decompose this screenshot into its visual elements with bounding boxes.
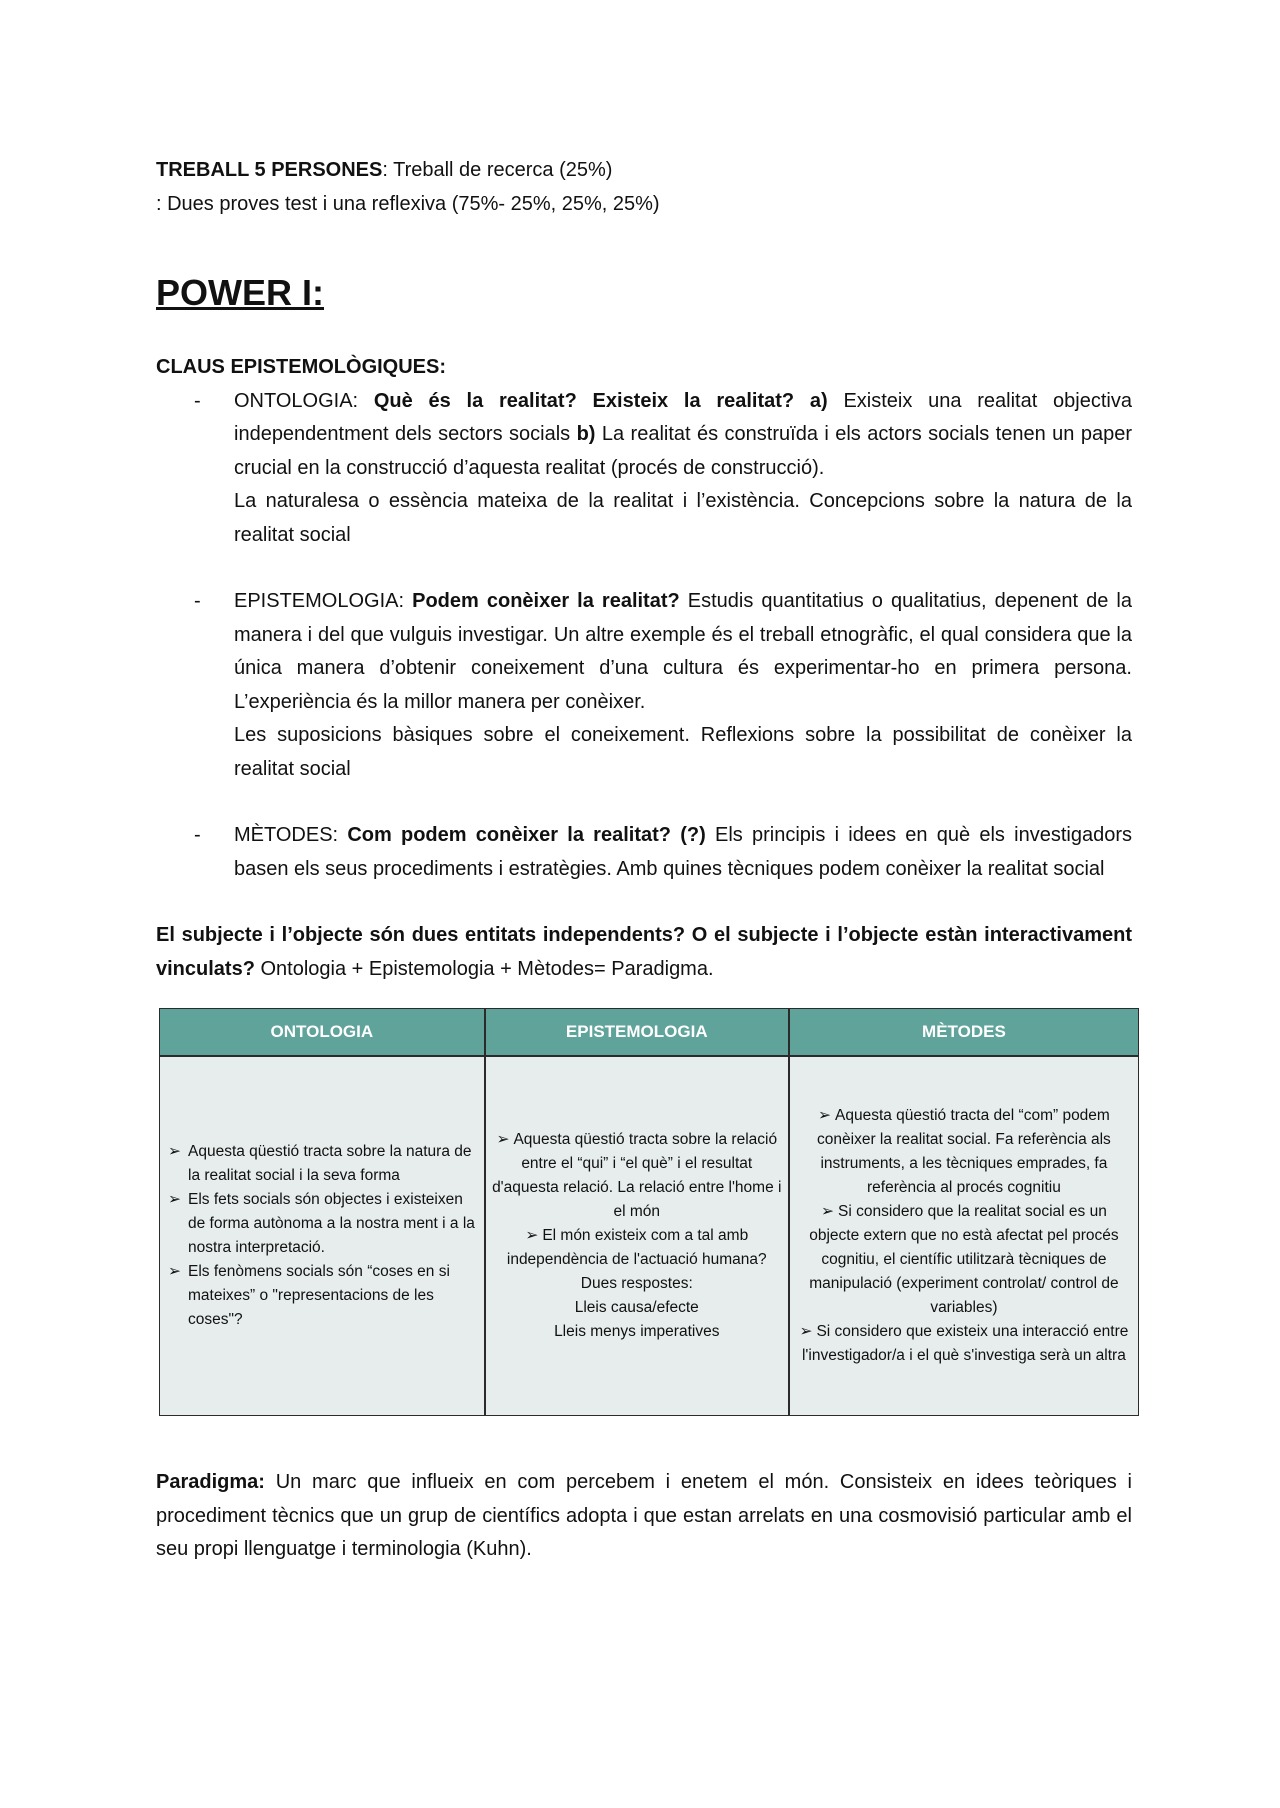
item-text: Estudis quantitatius o qualitatius, depenent de la manera i del que vulguis investigar. Un altre exemple és el treball etnogràfic, el qual considera que la única manera d’obtenir coneixement d’una cultura és experimentar-ho en primera persona. L’experiència és la millor manera per conèixer.: [234, 590, 1132, 713]
list-item-epistemologia: [156, 585, 1132, 786]
list-item: ➢ Aquesta qüestió tracta del “com” podem conèixer la realitat social. Fa referència als instruments, a les tècniques emprades, fa referència al procés cognitiu: [817, 1107, 1111, 1196]
list-item-ontologia: [156, 385, 1132, 553]
arrow-bullet-icon: ➢: [168, 1191, 181, 1208]
section-heading: POWER I:: [156, 272, 324, 313]
item-label: EPISTEMOLOGIA:: [234, 590, 413, 612]
item-extra: Les suposicions bàsiques sobre el coneixement. Reflexions sobre la possibilitat de conèixer la realitat social: [234, 724, 1132, 780]
list-item: ➢ Aquesta qüestió tracta sobre la natura de la realitat social i la seva forma: [166, 1140, 478, 1188]
claus-table: [159, 1008, 1139, 1416]
answer-line: Lleis menys imperatives: [554, 1323, 720, 1340]
document-content: [156, 154, 1132, 1567]
item-text: Els principis i idees en què els investigadors basen els seus procediments i estratègies. Amb quines tècniques podem conèixer la realitat social: [234, 824, 1133, 880]
paradigm-paragraph: [156, 1466, 1132, 1567]
item-text: Existeix una realitat objectiva independentment dels sectors socials: [234, 389, 1132, 445]
item-label: ONTOLOGIA:: [234, 389, 374, 412]
question-rest: Ontologia + Epistemologia + Mètodes= Paradigma.: [254, 957, 714, 980]
list-item: ➢ Si considero que la realitat social es un objecte extern que no està afectat pel procés cognitiu, el científic utilitzarà tècniques de manipulació (experiment controlat/ control de variables): [809, 1203, 1119, 1316]
subheading: CLAUS EPISTEMOLÒGIQUES:: [156, 356, 447, 378]
table-header-epistemologia: EPISTEMOLOGIA: [485, 1009, 789, 1056]
question-paragraph: [156, 919, 1132, 986]
table-header-ontologia: ONTOLOGIA: [160, 1009, 485, 1056]
grading-line-2: : Dues proves test i una reflexiva (75%- 25%, 25%, 25%): [156, 192, 660, 215]
arrow-bullet-icon: ➢: [799, 1323, 813, 1340]
question-bold: El subjecte i l’objecte són dues entitats independents? O el subjecte i l’objecte estàn interactivament vinculats?: [156, 924, 1132, 980]
list-item: ➢ El món existeix com a tal amb independència de l'actuació humana? Dues respostes:: [506, 1227, 767, 1292]
grading-text: : Treball de recerca (25%): [382, 159, 613, 181]
arrow-bullet-icon: ➢: [168, 1263, 181, 1280]
grading-label: TREBALL 5 PERSONES: [156, 159, 383, 181]
table-cell-epistemologia: [485, 1056, 789, 1415]
item-marker: b): [576, 423, 596, 445]
item-question: Què és la realitat? Existeix la realitat? a): [373, 389, 828, 412]
list-item: ➢ Els fets socials són objectes i existeixen de forma autònoma a la nostra ment i a la nostra interpretació.: [166, 1188, 478, 1260]
paradigm-label: Paradigma:: [156, 1471, 265, 1493]
item-question: Com podem conèixer la realitat? (?): [347, 824, 706, 846]
dash-bullet: -: [194, 590, 201, 612]
item-question: Podem conèixer la realitat?: [412, 590, 680, 612]
list-item: ➢ Els fenòmens socials són “coses en si mateixes” o "representacions de les coses"?: [166, 1260, 478, 1332]
arrow-bullet-icon: ➢: [818, 1107, 831, 1124]
paradigm-text: Un marc que influeix en com percebem i enetem el món. Consisteix en idees teòriques i procediment tècnics que un grup de científics adopta i que estan arrelats en una cosmovisió particular amb el seu propi llenguatge i terminologia (Kuhn).: [156, 1471, 1132, 1560]
item-label: MÈTODES:: [234, 824, 348, 846]
dash-bullet: -: [194, 389, 201, 412]
dash-bullet: -: [194, 824, 201, 846]
table-cell-metodes: [789, 1056, 1138, 1415]
item-text-2: La realitat és construïda i els actors socials tenen un paper crucial en la construcció d’aquesta realitat (procés de construcció).: [234, 423, 1132, 479]
arrow-bullet-icon: ➢: [821, 1203, 834, 1220]
list-item: ➢ Si considero que existeix una interacció entre l'investigador/a i el què s'investiga serà un altra: [799, 1323, 1129, 1364]
arrow-bullet-icon: ➢: [525, 1227, 539, 1244]
table-cell-ontologia: [160, 1056, 485, 1415]
list-item: ➢ Aquesta qüestió tracta sobre la relació entre el “qui” i “el què” i el resultat d'aquesta relació. La relació entre l'home i el món: [492, 1131, 782, 1220]
item-extra: La naturalesa o essència mateixa de la realitat i l’existència. Concepcions sobre la natura de la realitat social: [234, 490, 1132, 546]
grading-line-1: [156, 154, 1132, 188]
arrow-bullet-icon: ➢: [496, 1131, 510, 1148]
answer-line: Lleis causa/efecte: [574, 1299, 699, 1316]
table-header-metodes: MÈTODES: [789, 1009, 1138, 1056]
list-item-metodes: [156, 819, 1132, 886]
arrow-bullet-icon: ➢: [168, 1143, 181, 1160]
